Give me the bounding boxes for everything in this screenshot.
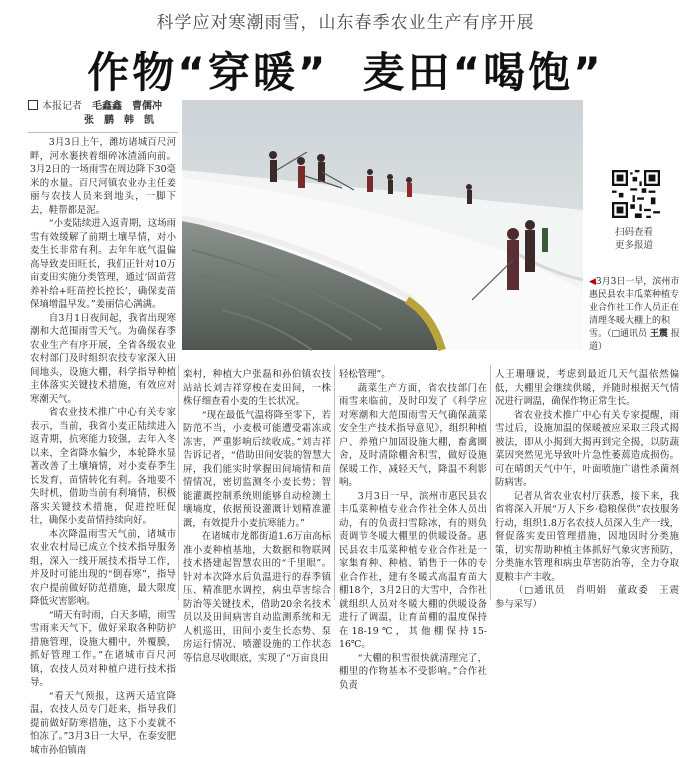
caption-arrow-icon: ◀	[589, 277, 596, 287]
paragraph: 轻松管理”。	[339, 368, 487, 382]
kicker-subheadline: 科学应对寒潮雨雪，山东春季农业生产有序开展	[0, 8, 691, 33]
column-divider	[490, 365, 491, 600]
headline-part-1: 作物“穿暖”	[87, 48, 328, 97]
byline-names-2: 张 鹏 韩 凯	[28, 114, 178, 128]
paragraph: 蔬菜生产方面，省农技部门在雨雪来临前，及时印发了《科学应对寒潮和大范围雨雪天气确保蔬菜安全生产技术指导意见》，组织种植户、养殖户加固设施大棚，畜禽圈舍，及时清除棚舍积雪，做好设施保暖工作，减轻天气，降温不利影响。	[339, 382, 487, 490]
byline-divider	[28, 132, 178, 133]
byline	[28, 100, 178, 128]
main-headline	[0, 40, 691, 100]
paragraph: 省农业技术推广中心有关专家表示，当前，我省小麦正陆续进入返青期，抗寒能力较强，去年入冬以来，全省降水偏少，本轮降水显著改善了土壤墒情，对小麦春季生长发育，苗情转化有利。各地要不失时机，借助当前有利墒情，积极落实关键技术措施，促进控旺促壮，确保小麦苗情持续向好。	[30, 406, 176, 528]
photo-caption	[589, 276, 681, 354]
column-divider	[178, 365, 179, 600]
paragraph: 自3月1日夜间起，我省出现寒潮和大范围雨雪天气。为确保春季农业生产有序开展，全省各级农业农村部门及时组织农技专家深入田间地头，设施大棚，科学指导种植主体落实关键技术措施，有效应对寒潮天气。	[30, 312, 176, 407]
paragraph: “小麦陆续进入返青期，这场雨雪有效缓解了前期土壤旱情，对小麦生长非常有利。去年年底气温偏高导致麦田旺长，我们正针对10万亩麦田实施分类管理，通过‘固苗营养补给+旺苗控长控长’，确保麦苗保墒增温早发。”姜丽信心满满。	[30, 217, 176, 312]
article-column-4	[495, 368, 679, 604]
caption-square-icon: □	[612, 329, 621, 339]
paragraph: “大棚的积雪很快就清理完了，棚里的作物基本不受影响。”合作社负责	[339, 652, 487, 693]
paragraph: 本次降温雨雪天气前，诸城市农业农村局已成立个技术指导服务组，深入一线开展技术指导工作，并及时可能出现的“倒春寒”，指导农户提前做好防范措施，最大限度降低灾害影响。	[30, 528, 176, 609]
paragraph: 人王珊珊说，考虑到最近几天气温依然偏低，大棚里会继续供暖，并随时根据天气情况进行调温，确保作物正常生长。	[495, 368, 679, 409]
paragraph: （□通讯员 肖明娟 董政委 王震 参与采写）	[495, 584, 679, 611]
paragraph: “晴天有时雨，白天多晴，雨雪雪雨来天气下，做好采取各种防护措施管理，设施大棚中，外覆膜，抓好管理工作。”在诸城市百尺河镇，农技人员对种植户进行技术指导。	[30, 609, 176, 690]
article-column-1	[30, 136, 176, 604]
qr-code-icon[interactable]	[612, 170, 660, 218]
news-photo	[182, 100, 583, 350]
qr-caption-line-1: 扫码查看	[615, 226, 653, 239]
byline-names-1: 毛鑫鑫 曹儒冲	[92, 101, 162, 112]
paragraph: 3月3日上午，潍坊诸城百尺河畔，河水裹挟着细碎冰渣涌向前。3月2日的一场雨雪在周边降下30毫米的水量。百尺河镇农业办主任姜丽与农技人员来到地头，一脚下去，鞋帮都是泥。	[30, 136, 176, 217]
qr-caption-line-2: 更多报道	[615, 239, 653, 252]
paragraph: “看天气预报，这两天适宜降温，农技人员专门赶来，指导我们提前做好防寒措施，这下小麦就不怕冻了。”3月3日一大早，在泰安肥城市孙伯镇南	[30, 690, 176, 757]
paragraph: 省农业技术推广中心有关专家提醒，雨雪过后，设施加温的保暖被应采取三段式揭被法，即从小揭到大揭再到完全揭，以防蔬菜因突然见光导致叶片急性萎蔫造成损伤。可在晴朗天气中午，叶面喷施广谱性杀菌剂防病害。	[495, 409, 679, 490]
caption-tail: 报道）	[589, 329, 680, 352]
headline-part-2: 麦田“喝饱”	[363, 48, 604, 97]
square-icon	[28, 100, 38, 110]
article-column-2	[183, 368, 331, 604]
qr-caption	[615, 226, 653, 252]
article-column-3	[339, 368, 487, 604]
column-divider	[334, 365, 335, 600]
paragraph: “现在最低气温将降至零下，若防范不当，小麦极可能遭受霜冻或冻害，严重影响后续收成。”刘吉祥告诉记者，“借助田间安装的智慧大屏，我们能实时掌握田间墒情和苗情情况，密切监测冬小麦长势；智能灌溉控制系统则能够自动检测土壤墒度，依据预设灌溉计划精准灌溉，有效提升小麦抗寒能力。”	[183, 409, 331, 531]
paragraph: 栾村，种植大户张磊和孙伯镇农技站站长刘吉祥穿梭在麦田间，一株株仔细查看小麦的生长状况。	[183, 368, 331, 409]
paragraph: 记者从省农业农村厅获悉，接下来，我省将深入开展“万人下乡·稳粮保供”农技服务行动，组织1.8万名农技人员深入生产一线，督促落实麦田管理措施，因地因时分类施策，切实帮助种植主体抓好气象灾害预防，分类施水管理和病虫草害防治等，全力夺取夏粮丰产丰收。	[495, 490, 679, 585]
caption-rest: 通讯员	[620, 329, 647, 339]
caption-author: 王震	[650, 329, 668, 339]
caption-text: 3月3日一早，滨州市惠民县农丰瓜菜种植专业合作社工作人员正在清理冬暖大棚上的积雪。（	[589, 277, 679, 339]
paragraph: 3月3日一早，滨州市惠民县农丰瓜菜种植专业合作社全体人员出动，有的负责扫雪除冰，有的则负责调节冬暖大棚里的供暖设备。惠民县农丰瓜菜种植专业合作社是一家集育种、种植、销售于一体的专业合作社，建有冬暖式高温育苗大棚18个，3月2日的大雪中，合作社就组织人员对冬暖大棚的供暖设备进行了调温，让育苗棚的温度保持在18-19℃，其他棚保持15-16℃。	[339, 490, 487, 652]
paragraph: 在诸城市龙都街道1.6万亩高标准小麦种植基地，大数据和物联网技术搭建起智慧农田的“千里眼”。针对本次降水后负温进行的春季镇压、精准肥水调控，病虫草害综合防治等关键技术，借助20余名技术员以及田间病害自动监测系统和无人机巡田，田间小麦生长态势、泵房运行情况、喷灌设施的工作状态等信息尽收眼底，实现了“万亩良田	[183, 530, 331, 665]
byline-prefix: 本报记者	[42, 101, 82, 112]
